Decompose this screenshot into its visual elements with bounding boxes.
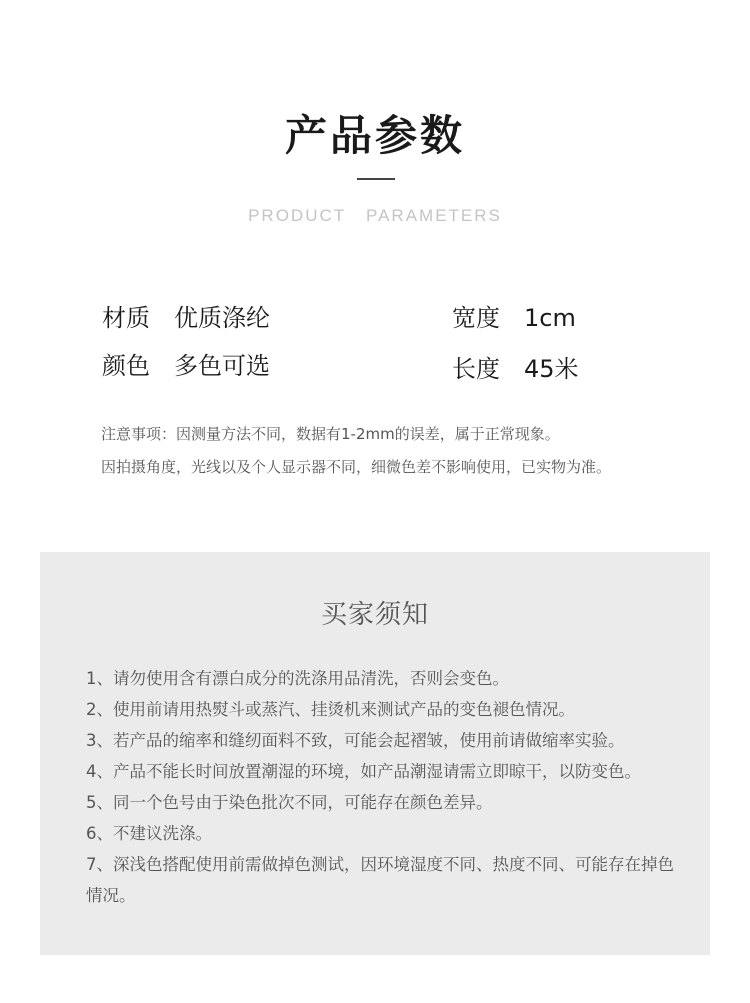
note-measurement: 注意事项：因测量方法不同，数据有1-2mm的误差，属于正常现象。 bbox=[101, 425, 560, 443]
param-length-value: 45米 bbox=[524, 355, 579, 383]
title-divider bbox=[357, 178, 395, 180]
param-length bbox=[452, 353, 579, 385]
list-item: 1、请勿使用含有漂白成分的洗涤用品清洗，否则会变色。 bbox=[86, 669, 509, 688]
list-item: 5、同一个色号由于染色批次不同，可能存在颜色差异。 bbox=[86, 793, 493, 812]
list-item: 4、产品不能长时间放置潮湿的环境，如产品潮湿请需立即晾干，以防变色。 bbox=[86, 762, 641, 781]
list-item: 2、使用前请用热熨斗或蒸汽、挂烫机来测试产品的变色褪色情况。 bbox=[86, 700, 575, 719]
page-subtitle: PRODUCT PARAMETERS bbox=[248, 206, 502, 225]
page-title: 产品参数 bbox=[284, 111, 465, 160]
param-width bbox=[452, 302, 576, 334]
param-material-label: 材质 bbox=[102, 304, 150, 332]
list-item: 6、不建议洗涤。 bbox=[86, 824, 212, 843]
buyer-notice-list bbox=[86, 663, 676, 911]
param-width-label: 宽度 bbox=[452, 304, 500, 332]
param-width-value: 1cm bbox=[524, 304, 576, 332]
note-color-difference: 因拍摄角度，光线以及个人显示器不同，细微色差不影响使用，已实物为准。 bbox=[101, 458, 612, 476]
param-color bbox=[102, 350, 270, 382]
buyer-notice-title: 买家须知 bbox=[320, 600, 429, 630]
list-item: 7、深浅色搭配使用前需做掉色测试，因环境湿度不同、热度不同、可能存在掉色情况。 bbox=[86, 855, 674, 905]
param-material bbox=[102, 302, 270, 334]
param-material-value: 优质涤纶 bbox=[174, 304, 270, 332]
param-color-value: 多色可选 bbox=[174, 352, 270, 380]
param-length-label: 长度 bbox=[452, 355, 500, 383]
param-color-label: 颜色 bbox=[102, 352, 150, 380]
list-item: 3、若产品的缩率和缝纫面料不致，可能会起褶皱，使用前请做缩率实验。 bbox=[86, 731, 625, 750]
